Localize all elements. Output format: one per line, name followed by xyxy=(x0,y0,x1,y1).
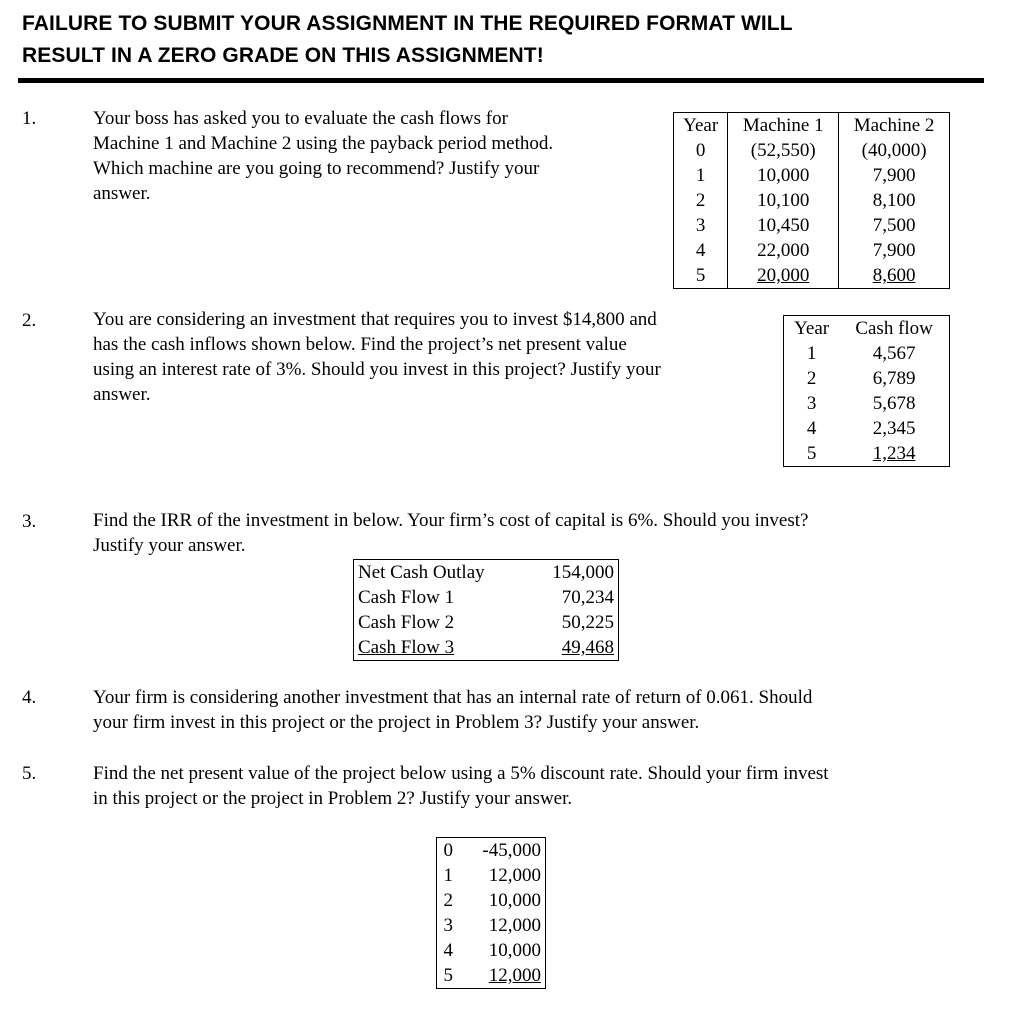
table-row xyxy=(354,585,619,610)
row-value: 70,234 xyxy=(561,587,614,608)
warning-banner-line-1: FAILURE TO SUBMIT YOUR ASSIGNMENT IN THE REQUIRED FORMAT WILL xyxy=(22,12,793,35)
q4-line: your firm invest in this project or the project in Problem 3? Justify your answer. xyxy=(93,712,700,733)
machine-1-cell: (52,550) xyxy=(728,138,839,163)
row-label: Net Cash Outlay xyxy=(358,562,485,583)
q5-text xyxy=(93,761,993,811)
q2-line: using an interest rate of 3%. Should you invest in this project? Justify your xyxy=(93,359,661,380)
q3-line: Justify your answer. xyxy=(93,535,246,556)
q1-text xyxy=(93,106,663,206)
table-row xyxy=(674,138,950,163)
q3-number: 3. xyxy=(22,511,37,532)
row-label: Cash Flow 2 xyxy=(358,612,455,633)
header-year: Year xyxy=(683,115,719,136)
cash-flow-cell: 1,234 xyxy=(872,443,916,464)
table-row xyxy=(354,610,619,635)
q2-text xyxy=(93,307,773,407)
machine-1-cell: 10,000 xyxy=(728,163,839,188)
q4-line: Your firm is considering another investment that has an internal rate of return of 0.061. Should xyxy=(93,687,813,708)
q1-line: Machine 1 and Machine 2 using the payback period method. xyxy=(93,133,554,154)
cash-flow-cell: 12,000 xyxy=(488,965,541,986)
table-row xyxy=(674,263,950,289)
year-cell: 3 xyxy=(806,393,817,414)
q3-investment-table xyxy=(353,559,619,661)
header-machine-2: Machine 2 xyxy=(839,113,950,139)
q2-line: answer. xyxy=(93,384,151,405)
machine-2-cell: 7,900 xyxy=(839,163,950,188)
cash-flow-cell: 12,000 xyxy=(488,915,541,936)
horizontal-rule xyxy=(18,78,984,83)
q1-line: Which machine are you going to recommend? Justify your xyxy=(93,158,540,179)
table-row xyxy=(437,963,546,989)
year-cell: 4 xyxy=(695,240,706,261)
year-cell: 1 xyxy=(806,343,817,364)
machine-1-cell: 20,000 xyxy=(728,263,839,289)
header-cash-flow: Cash flow xyxy=(855,318,933,339)
year-cell: 5 xyxy=(806,443,817,464)
table-row xyxy=(437,888,546,913)
cash-flow-cell: 10,000 xyxy=(488,890,541,911)
q5-cash-flow-table xyxy=(436,837,546,989)
cash-flow-cell: 5,678 xyxy=(872,393,916,414)
row-label: Cash Flow 3 xyxy=(358,637,455,658)
machine-2-cell: 7,500 xyxy=(839,213,950,238)
q2-line: has the cash inflows shown below. Find the project’s net present value xyxy=(93,334,627,355)
year-cell: 5 xyxy=(443,965,454,986)
warning-banner xyxy=(22,8,922,72)
row-value: 49,468 xyxy=(561,637,614,658)
machine-1-cell: 10,450 xyxy=(728,213,839,238)
table-row xyxy=(784,366,950,391)
table-row xyxy=(784,341,950,366)
machine-2-cell: 7,900 xyxy=(839,238,950,263)
year-cell: 1 xyxy=(695,165,706,186)
table-row xyxy=(674,163,950,188)
q1-line: answer. xyxy=(93,183,151,204)
q2-cash-flow-table xyxy=(783,315,950,467)
q3-line: Find the IRR of the investment in below. Your firm’s cost of capital is 6%. Should you invest? xyxy=(93,510,809,531)
warning-banner-line-2: RESULT IN A ZERO GRADE ON THIS ASSIGNMENT! xyxy=(22,44,544,67)
header-machine-1: Machine 1 xyxy=(728,113,839,139)
year-cell: 5 xyxy=(695,265,706,286)
cash-flow-cell: -45,000 xyxy=(482,840,541,861)
cash-flow-cell: 6,789 xyxy=(872,368,916,389)
cash-flow-cell: 10,000 xyxy=(488,940,541,961)
row-label: Cash Flow 1 xyxy=(358,587,455,608)
table-row xyxy=(437,863,546,888)
table-header-row xyxy=(784,316,950,342)
table-header-row xyxy=(674,113,950,139)
year-cell: 2 xyxy=(806,368,817,389)
machine-2-cell: (40,000) xyxy=(839,138,950,163)
table-row xyxy=(354,635,619,661)
year-cell: 0 xyxy=(443,840,454,861)
table-row xyxy=(784,441,950,467)
cash-flow-cell: 4,567 xyxy=(872,343,916,364)
year-cell: 4 xyxy=(806,418,817,439)
q4-text xyxy=(93,685,993,735)
q2-line: You are considering an investment that requires you to invest $14,800 and xyxy=(93,309,657,330)
year-cell: 1 xyxy=(443,865,454,886)
q1-line: Your boss has asked you to evaluate the cash flows for xyxy=(93,108,508,129)
cash-flow-cell: 2,345 xyxy=(872,418,916,439)
row-value: 154,000 xyxy=(552,562,614,583)
header-year: Year xyxy=(794,318,830,339)
machine-1-cell: 22,000 xyxy=(728,238,839,263)
table-row xyxy=(437,913,546,938)
machine-1-cell: 10,100 xyxy=(728,188,839,213)
year-cell: 0 xyxy=(695,140,706,161)
machine-2-cell: 8,600 xyxy=(839,263,950,289)
table-row xyxy=(674,213,950,238)
table-row xyxy=(784,391,950,416)
year-cell: 2 xyxy=(443,890,454,911)
table-row xyxy=(354,560,619,586)
q5-line: Find the net present value of the project below using a 5% discount rate. Should your firm invest xyxy=(93,763,829,784)
q4-number: 4. xyxy=(22,687,37,708)
table-row xyxy=(437,938,546,963)
year-cell: 2 xyxy=(695,190,706,211)
table-row xyxy=(784,416,950,441)
year-cell: 3 xyxy=(695,215,706,236)
table-row xyxy=(674,188,950,213)
q1-cash-flow-table xyxy=(673,112,950,289)
table-row xyxy=(437,838,546,864)
cash-flow-cell: 12,000 xyxy=(488,865,541,886)
q5-line: in this project or the project in Problem 2? Justify your answer. xyxy=(93,788,573,809)
q3-text xyxy=(93,508,993,558)
table-row xyxy=(674,238,950,263)
q2-number: 2. xyxy=(22,310,37,331)
machine-2-cell: 8,100 xyxy=(839,188,950,213)
year-cell: 3 xyxy=(443,915,454,936)
q5-number: 5. xyxy=(22,763,37,784)
row-value: 50,225 xyxy=(561,612,614,633)
year-cell: 4 xyxy=(443,940,454,961)
q1-number: 1. xyxy=(22,108,37,129)
